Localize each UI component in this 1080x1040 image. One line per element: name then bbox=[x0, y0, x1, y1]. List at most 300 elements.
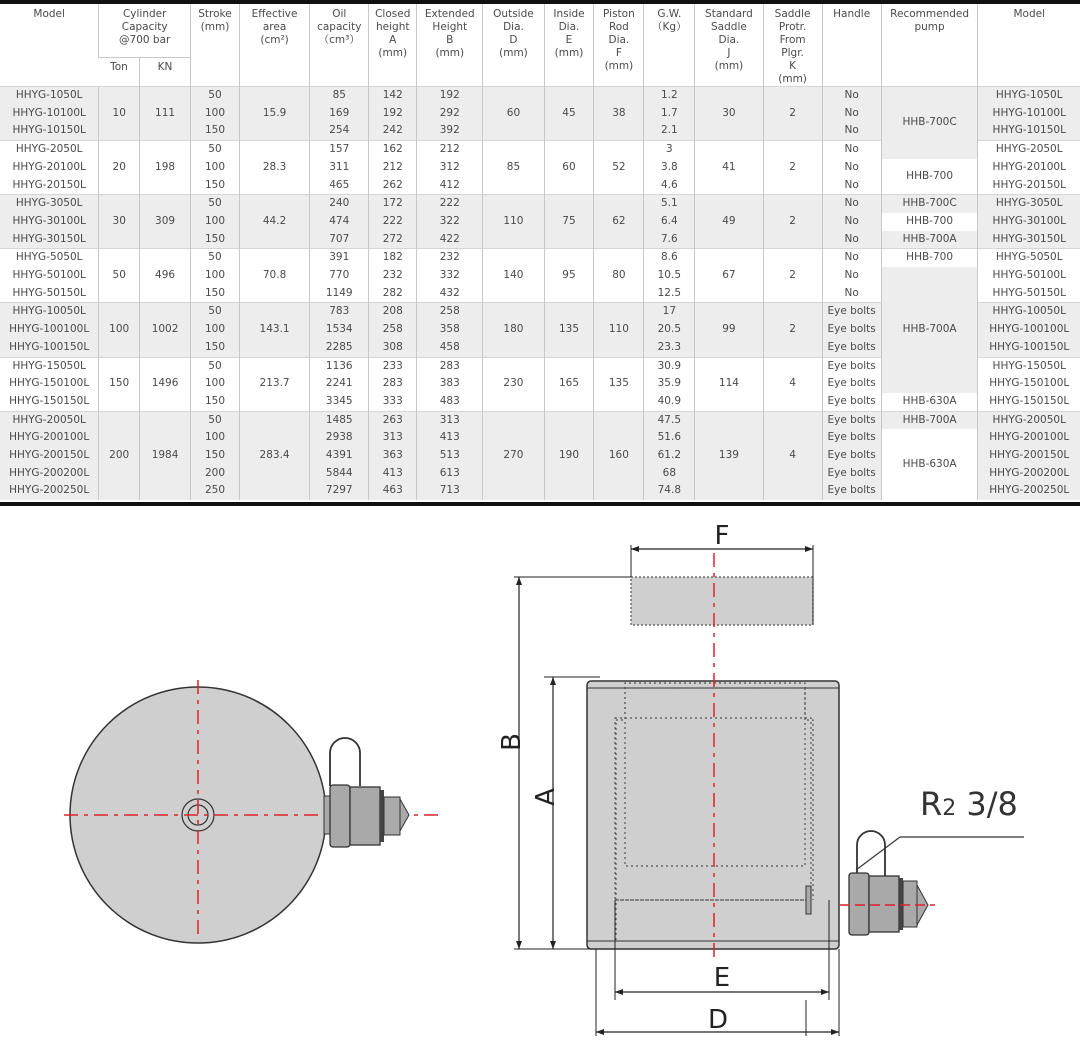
handle-cell: No bbox=[822, 141, 881, 159]
gw-cell: 3.8 bbox=[644, 159, 695, 177]
stroke-cell: 150 bbox=[191, 231, 240, 249]
header-kn: KN bbox=[140, 57, 191, 86]
header-outside-dia bbox=[483, 4, 544, 87]
stroke-cell: 150 bbox=[191, 447, 240, 465]
ton-cell: 30 bbox=[99, 195, 140, 249]
header-stroke bbox=[191, 4, 240, 87]
model-cell: HHYG-200250L bbox=[0, 482, 99, 500]
closed-height-cell: 333 bbox=[369, 393, 417, 411]
piston-rod-dia-cell: 52 bbox=[594, 141, 644, 195]
stroke-cell: 50 bbox=[191, 141, 240, 159]
outside-dia-cell: 180 bbox=[483, 303, 544, 357]
header-line: D bbox=[509, 34, 518, 46]
header-oil-capacity bbox=[310, 4, 369, 87]
piston-rod-dia-cell: 62 bbox=[594, 195, 644, 249]
extended-height-cell: 292 bbox=[417, 105, 483, 123]
gw-cell: 3 bbox=[644, 141, 695, 159]
effective-area-cell: 28.3 bbox=[239, 141, 309, 195]
saddle-dia-cell: 139 bbox=[695, 411, 763, 500]
table-row bbox=[0, 87, 1080, 105]
model-cell: HHYG-200100L bbox=[0, 429, 99, 447]
header-saddle-dia bbox=[695, 4, 763, 87]
model-right-cell: HHYG-1050L bbox=[978, 87, 1080, 105]
model-right-cell: HHYG-10100L bbox=[978, 105, 1080, 123]
closed-height-cell: 283 bbox=[369, 375, 417, 393]
closed-height-cell: 258 bbox=[369, 321, 417, 339]
gw-cell: 40.9 bbox=[644, 393, 695, 411]
header-line: (mm) bbox=[378, 47, 408, 59]
table-row bbox=[0, 249, 1080, 267]
effective-area-cell: 143.1 bbox=[239, 303, 309, 357]
handle-cell: Eye bolts bbox=[822, 357, 881, 375]
header-line: (mm) bbox=[435, 47, 465, 59]
model-right-cell: HHYG-50150L bbox=[978, 285, 1080, 303]
kn-cell: 111 bbox=[140, 87, 191, 141]
closed-height-cell: 363 bbox=[369, 447, 417, 465]
header-line: Stroke bbox=[198, 8, 232, 20]
header-line: From bbox=[779, 34, 806, 46]
closed-height-cell: 463 bbox=[369, 482, 417, 500]
header-line: E bbox=[565, 34, 573, 46]
handle-cell: Eye bolts bbox=[822, 303, 881, 321]
header-line: area bbox=[262, 21, 287, 33]
gw-cell: 61.2 bbox=[644, 447, 695, 465]
model-cell: HHYG-20100L bbox=[0, 159, 99, 177]
stroke-cell: 150 bbox=[191, 393, 240, 411]
piston-rod-dia-cell: 80 bbox=[594, 249, 644, 303]
header-line: Inside bbox=[553, 8, 585, 20]
model-cell: HHYG-30100L bbox=[0, 213, 99, 231]
extended-height-cell: 358 bbox=[417, 321, 483, 339]
oil-capacity-cell: 254 bbox=[310, 122, 369, 140]
oil-capacity-cell: 1534 bbox=[310, 321, 369, 339]
header-line: F bbox=[615, 47, 622, 59]
model-cell: HHYG-50150L bbox=[0, 285, 99, 303]
gw-cell: 74.8 bbox=[644, 482, 695, 500]
handle-cell: Eye bolts bbox=[822, 482, 881, 500]
effective-area-cell: 44.2 bbox=[239, 195, 309, 249]
table-bottom-rule bbox=[0, 502, 1080, 506]
stroke-cell: 250 bbox=[191, 482, 240, 500]
closed-height-cell: 282 bbox=[369, 285, 417, 303]
oil-capacity-cell: 3345 bbox=[310, 393, 369, 411]
header-inside-dia bbox=[544, 4, 594, 87]
model-cell: HHYG-10050L bbox=[0, 303, 99, 321]
header-gw bbox=[644, 4, 695, 87]
header-line: capacity bbox=[317, 21, 362, 33]
outside-dia-cell: 270 bbox=[483, 411, 544, 500]
cylinder-body bbox=[587, 681, 839, 949]
header-handle: Handle bbox=[822, 4, 881, 87]
stroke-cell: 50 bbox=[191, 195, 240, 213]
header-line: height bbox=[376, 21, 410, 33]
gw-cell: 8.6 bbox=[644, 249, 695, 267]
model-right-cell: HHYG-10050L bbox=[978, 303, 1080, 321]
header-pump bbox=[881, 4, 978, 87]
extended-height-cell: 283 bbox=[417, 357, 483, 375]
extended-height-cell: 212 bbox=[417, 141, 483, 159]
extended-height-cell: 332 bbox=[417, 267, 483, 285]
closed-height-cell: 142 bbox=[369, 87, 417, 105]
model-right-cell: HHYG-50100L bbox=[978, 267, 1080, 285]
model-right-cell: HHYG-20100L bbox=[978, 159, 1080, 177]
handle-cell: No bbox=[822, 231, 881, 249]
model-cell: HHYG-150100L bbox=[0, 375, 99, 393]
stroke-cell: 50 bbox=[191, 249, 240, 267]
kn-cell: 496 bbox=[140, 249, 191, 303]
handle-cell: Eye bolts bbox=[822, 447, 881, 465]
header-line: (mm) bbox=[200, 21, 230, 33]
saddle-protr-cell: 2 bbox=[763, 195, 822, 249]
ton-cell: 20 bbox=[99, 141, 140, 195]
gw-cell: 47.5 bbox=[644, 411, 695, 429]
oil-capacity-cell: 4391 bbox=[310, 447, 369, 465]
header-effective-area bbox=[239, 4, 309, 87]
handle-cell: No bbox=[822, 122, 881, 140]
closed-height-cell: 308 bbox=[369, 339, 417, 357]
header-line: Cylinder bbox=[122, 8, 167, 20]
closed-height-cell: 208 bbox=[369, 303, 417, 321]
closed-height-cell: 272 bbox=[369, 231, 417, 249]
model-right-cell: HHYG-100150L bbox=[978, 339, 1080, 357]
handle-cell: Eye bolts bbox=[822, 321, 881, 339]
header-line: Dia. bbox=[608, 34, 630, 46]
header-line: (mm) bbox=[554, 47, 584, 59]
model-right-cell: HHYG-200250L bbox=[978, 482, 1080, 500]
closed-height-cell: 242 bbox=[369, 122, 417, 140]
model-cell: HHYG-3050L bbox=[0, 195, 99, 213]
extended-height-cell: 613 bbox=[417, 465, 483, 483]
header-line: Dia. bbox=[718, 34, 740, 46]
stroke-cell: 150 bbox=[191, 285, 240, 303]
saddle-dia-cell: 30 bbox=[695, 87, 763, 141]
stroke-cell: 50 bbox=[191, 411, 240, 429]
model-cell: HHYG-2050L bbox=[0, 141, 99, 159]
extended-height-cell: 422 bbox=[417, 231, 483, 249]
handle-cell: Eye bolts bbox=[822, 411, 881, 429]
pump-cell: HHB-700 bbox=[881, 159, 978, 195]
handle-cell: No bbox=[822, 213, 881, 231]
coupler-fitting-icon bbox=[324, 738, 409, 847]
model-right-cell: HHYG-15050L bbox=[978, 357, 1080, 375]
oil-capacity-cell: 474 bbox=[310, 213, 369, 231]
header-line: Effective bbox=[251, 8, 298, 20]
saddle-dia-cell: 99 bbox=[695, 303, 763, 357]
header-capacity bbox=[99, 4, 191, 57]
model-cell: HHYG-10100L bbox=[0, 105, 99, 123]
header-line: Capacity bbox=[121, 21, 168, 33]
header-line: Outside bbox=[493, 8, 534, 20]
gw-cell: 68 bbox=[644, 465, 695, 483]
outside-dia-cell: 110 bbox=[483, 195, 544, 249]
handle-cell: No bbox=[822, 177, 881, 195]
closed-height-cell: 212 bbox=[369, 159, 417, 177]
dim-label-a: A bbox=[531, 788, 561, 806]
model-cell: HHYG-200200L bbox=[0, 465, 99, 483]
model-right-cell: HHYG-200200L bbox=[978, 465, 1080, 483]
extended-height-cell: 483 bbox=[417, 393, 483, 411]
header-saddle-protr bbox=[763, 4, 822, 87]
extended-height-cell: 322 bbox=[417, 213, 483, 231]
gw-cell: 6.4 bbox=[644, 213, 695, 231]
piston-rod-dia-cell: 135 bbox=[594, 357, 644, 411]
stroke-cell: 100 bbox=[191, 267, 240, 285]
stroke-cell: 100 bbox=[191, 375, 240, 393]
model-cell: HHYG-30150L bbox=[0, 231, 99, 249]
header-line: Extended bbox=[424, 8, 475, 20]
gw-cell: 17 bbox=[644, 303, 695, 321]
inside-dia-cell: 60 bbox=[544, 141, 594, 195]
ton-cell: 200 bbox=[99, 411, 140, 500]
handle-cell: Eye bolts bbox=[822, 429, 881, 447]
closed-height-cell: 222 bbox=[369, 213, 417, 231]
kn-cell: 1002 bbox=[140, 303, 191, 357]
model-right-cell: HHYG-3050L bbox=[978, 195, 1080, 213]
header-line: (mm) bbox=[604, 60, 634, 72]
stroke-cell: 50 bbox=[191, 303, 240, 321]
handle-cell: Eye bolts bbox=[822, 375, 881, 393]
pump-cell: HHB-700 bbox=[881, 213, 978, 231]
header-ton: Ton bbox=[99, 57, 140, 86]
handle-cell: No bbox=[822, 249, 881, 267]
header-piston-rod-dia bbox=[594, 4, 644, 87]
outside-dia-cell: 140 bbox=[483, 249, 544, 303]
model-cell: HHYG-200150L bbox=[0, 447, 99, 465]
header-line: @700 bar bbox=[119, 34, 171, 46]
inside-dia-cell: 165 bbox=[544, 357, 594, 411]
handle-cell: Eye bolts bbox=[822, 465, 881, 483]
saddle-dia-cell: 49 bbox=[695, 195, 763, 249]
stroke-cell: 50 bbox=[191, 87, 240, 105]
stroke-cell: 200 bbox=[191, 465, 240, 483]
saddle-protr-cell: 2 bbox=[763, 249, 822, 303]
oil-capacity-cell: 311 bbox=[310, 159, 369, 177]
port-thread-label: R2 3/8 bbox=[920, 785, 1018, 823]
stroke-cell: 100 bbox=[191, 429, 240, 447]
gw-cell: 35.9 bbox=[644, 375, 695, 393]
gw-cell: 30.9 bbox=[644, 357, 695, 375]
extended-height-cell: 412 bbox=[417, 177, 483, 195]
oil-capacity-cell: 1149 bbox=[310, 285, 369, 303]
outside-dia-cell: 85 bbox=[483, 141, 544, 195]
gw-cell: 2.1 bbox=[644, 122, 695, 140]
extended-height-cell: 232 bbox=[417, 249, 483, 267]
extended-height-cell: 713 bbox=[417, 482, 483, 500]
inside-dia-cell: 95 bbox=[544, 249, 594, 303]
table-row bbox=[0, 411, 1080, 429]
closed-height-cell: 233 bbox=[369, 357, 417, 375]
model-right-cell: HHYG-200100L bbox=[978, 429, 1080, 447]
header-line: Recommended bbox=[890, 8, 970, 20]
inside-dia-cell: 75 bbox=[544, 195, 594, 249]
cylinder-drawing bbox=[0, 510, 1080, 1040]
pump-cell: HHB-630A bbox=[881, 393, 978, 411]
oil-capacity-cell: 391 bbox=[310, 249, 369, 267]
stroke-cell: 150 bbox=[191, 339, 240, 357]
pump-cell: HHB-700A bbox=[881, 267, 978, 393]
ton-cell: 100 bbox=[99, 303, 140, 357]
saddle-protr-cell: 2 bbox=[763, 87, 822, 141]
handle-cell: Eye bolts bbox=[822, 339, 881, 357]
header-line: G.W. bbox=[657, 8, 682, 20]
oil-capacity-cell: 465 bbox=[310, 177, 369, 195]
oil-capacity-cell: 2241 bbox=[310, 375, 369, 393]
header-line: (mm) bbox=[714, 60, 744, 72]
oil-capacity-cell: 157 bbox=[310, 141, 369, 159]
header-line: Closed bbox=[375, 8, 411, 20]
gw-cell: 23.3 bbox=[644, 339, 695, 357]
model-cell: HHYG-15050L bbox=[0, 357, 99, 375]
header-line: （cm³） bbox=[318, 34, 360, 46]
model-cell: HHYG-5050L bbox=[0, 249, 99, 267]
header-line: Protr. bbox=[778, 21, 807, 33]
extended-height-cell: 312 bbox=[417, 159, 483, 177]
inside-dia-cell: 190 bbox=[544, 411, 594, 500]
stroke-cell: 100 bbox=[191, 159, 240, 177]
closed-height-cell: 263 bbox=[369, 411, 417, 429]
kn-cell: 309 bbox=[140, 195, 191, 249]
model-right-cell: HHYG-30100L bbox=[978, 213, 1080, 231]
model-right-cell: HHYG-150100L bbox=[978, 375, 1080, 393]
oil-capacity-cell: 770 bbox=[310, 267, 369, 285]
oil-capacity-cell: 783 bbox=[310, 303, 369, 321]
gw-cell: 20.5 bbox=[644, 321, 695, 339]
closed-height-cell: 162 bbox=[369, 141, 417, 159]
extended-height-cell: 432 bbox=[417, 285, 483, 303]
oil-capacity-cell: 707 bbox=[310, 231, 369, 249]
gw-cell: 5.1 bbox=[644, 195, 695, 213]
pump-cell: HHB-700A bbox=[881, 231, 978, 249]
gw-cell: 51.6 bbox=[644, 429, 695, 447]
model-cell: HHYG-20050L bbox=[0, 411, 99, 429]
oil-capacity-cell: 7297 bbox=[310, 482, 369, 500]
header-line: (mm) bbox=[778, 73, 807, 85]
model-cell: HHYG-100150L bbox=[0, 339, 99, 357]
extended-height-cell: 258 bbox=[417, 303, 483, 321]
inside-dia-cell: 45 bbox=[544, 87, 594, 141]
inside-dia-cell: 135 bbox=[544, 303, 594, 357]
model-right-cell: HHYG-100100L bbox=[978, 321, 1080, 339]
stroke-cell: 150 bbox=[191, 177, 240, 195]
ton-cell: 10 bbox=[99, 87, 140, 141]
model-cell: HHYG-50100L bbox=[0, 267, 99, 285]
model-cell: HHYG-100100L bbox=[0, 321, 99, 339]
header-line: Rod bbox=[608, 21, 629, 33]
ton-cell: 150 bbox=[99, 357, 140, 411]
top-view bbox=[64, 680, 444, 943]
gw-cell: 1.2 bbox=[644, 87, 695, 105]
pump-cell: HHB-700C bbox=[881, 87, 978, 159]
saddle-protr-cell: 4 bbox=[763, 357, 822, 411]
piston-rod-dia-cell: 160 bbox=[594, 411, 644, 500]
dim-label-e: E bbox=[713, 963, 731, 993]
effective-area-cell: 283.4 bbox=[239, 411, 309, 500]
effective-area-cell: 213.7 bbox=[239, 357, 309, 411]
spec-table bbox=[0, 4, 1080, 500]
header-line: Plgr. bbox=[781, 47, 804, 59]
extended-height-cell: 383 bbox=[417, 375, 483, 393]
stroke-cell: 100 bbox=[191, 105, 240, 123]
ton-cell: 50 bbox=[99, 249, 140, 303]
pump-cell: HHB-700A bbox=[881, 411, 978, 429]
model-right-cell: HHYG-10150L bbox=[978, 122, 1080, 140]
handle-cell: No bbox=[822, 159, 881, 177]
kn-cell: 1496 bbox=[140, 357, 191, 411]
closed-height-cell: 413 bbox=[369, 465, 417, 483]
oil-capacity-cell: 5844 bbox=[310, 465, 369, 483]
closed-height-cell: 313 bbox=[369, 429, 417, 447]
model-right-cell: HHYG-20150L bbox=[978, 177, 1080, 195]
saddle-dia-cell: 41 bbox=[695, 141, 763, 195]
header-line: K bbox=[789, 60, 797, 72]
header-line: (mm) bbox=[499, 47, 528, 59]
header-line: Standard bbox=[705, 8, 753, 20]
model-cell: HHYG-1050L bbox=[0, 87, 99, 105]
kn-cell: 1984 bbox=[140, 411, 191, 500]
closed-height-cell: 232 bbox=[369, 267, 417, 285]
handle-cell: No bbox=[822, 105, 881, 123]
kn-cell: 198 bbox=[140, 141, 191, 195]
header-extended-height bbox=[417, 4, 483, 87]
header-line: （Kg） bbox=[652, 21, 687, 33]
handle-cell: No bbox=[822, 87, 881, 105]
header-line: (cm²) bbox=[260, 34, 289, 46]
header-model-right: Model bbox=[978, 4, 1080, 87]
dim-label-f: F bbox=[714, 521, 730, 551]
model-cell: HHYG-10150L bbox=[0, 122, 99, 140]
closed-height-cell: 192 bbox=[369, 105, 417, 123]
model-right-cell: HHYG-2050L bbox=[978, 141, 1080, 159]
dim-label-b: B bbox=[497, 733, 527, 751]
saddle-dia-cell: 114 bbox=[695, 357, 763, 411]
header-line: Oil bbox=[332, 8, 347, 20]
saddle-protr-cell: 4 bbox=[763, 411, 822, 500]
handle-cell: No bbox=[822, 195, 881, 213]
model-right-cell: HHYG-30150L bbox=[978, 231, 1080, 249]
header-line: B bbox=[446, 34, 454, 46]
extended-height-cell: 413 bbox=[417, 429, 483, 447]
header-line: pump bbox=[914, 21, 945, 33]
oil-capacity-cell: 1136 bbox=[310, 357, 369, 375]
header-line: Height bbox=[432, 21, 468, 33]
stroke-cell: 50 bbox=[191, 357, 240, 375]
header-line: Piston bbox=[603, 8, 635, 20]
oil-capacity-cell: 2285 bbox=[310, 339, 369, 357]
extended-height-cell: 392 bbox=[417, 122, 483, 140]
model-cell: HHYG-20150L bbox=[0, 177, 99, 195]
effective-area-cell: 15.9 bbox=[239, 87, 309, 141]
stroke-cell: 100 bbox=[191, 213, 240, 231]
pump-cell: HHB-700C bbox=[881, 195, 978, 213]
oil-capacity-cell: 2938 bbox=[310, 429, 369, 447]
closed-height-cell: 182 bbox=[369, 249, 417, 267]
gw-cell: 4.6 bbox=[644, 177, 695, 195]
model-cell: HHYG-150150L bbox=[0, 393, 99, 411]
saddle-protr-cell: 2 bbox=[763, 303, 822, 357]
outside-dia-cell: 60 bbox=[483, 87, 544, 141]
extended-height-cell: 192 bbox=[417, 87, 483, 105]
header-line: Dia. bbox=[503, 21, 524, 33]
piston-rod-dia-cell: 38 bbox=[594, 87, 644, 141]
model-right-cell: HHYG-5050L bbox=[978, 249, 1080, 267]
extended-height-cell: 313 bbox=[417, 411, 483, 429]
gw-cell: 10.5 bbox=[644, 267, 695, 285]
stroke-cell: 150 bbox=[191, 122, 240, 140]
model-right-cell: HHYG-150150L bbox=[978, 393, 1080, 411]
spec-table-body bbox=[0, 87, 1080, 501]
header-line: Dia. bbox=[558, 21, 580, 33]
handle-cell: Eye bolts bbox=[822, 393, 881, 411]
